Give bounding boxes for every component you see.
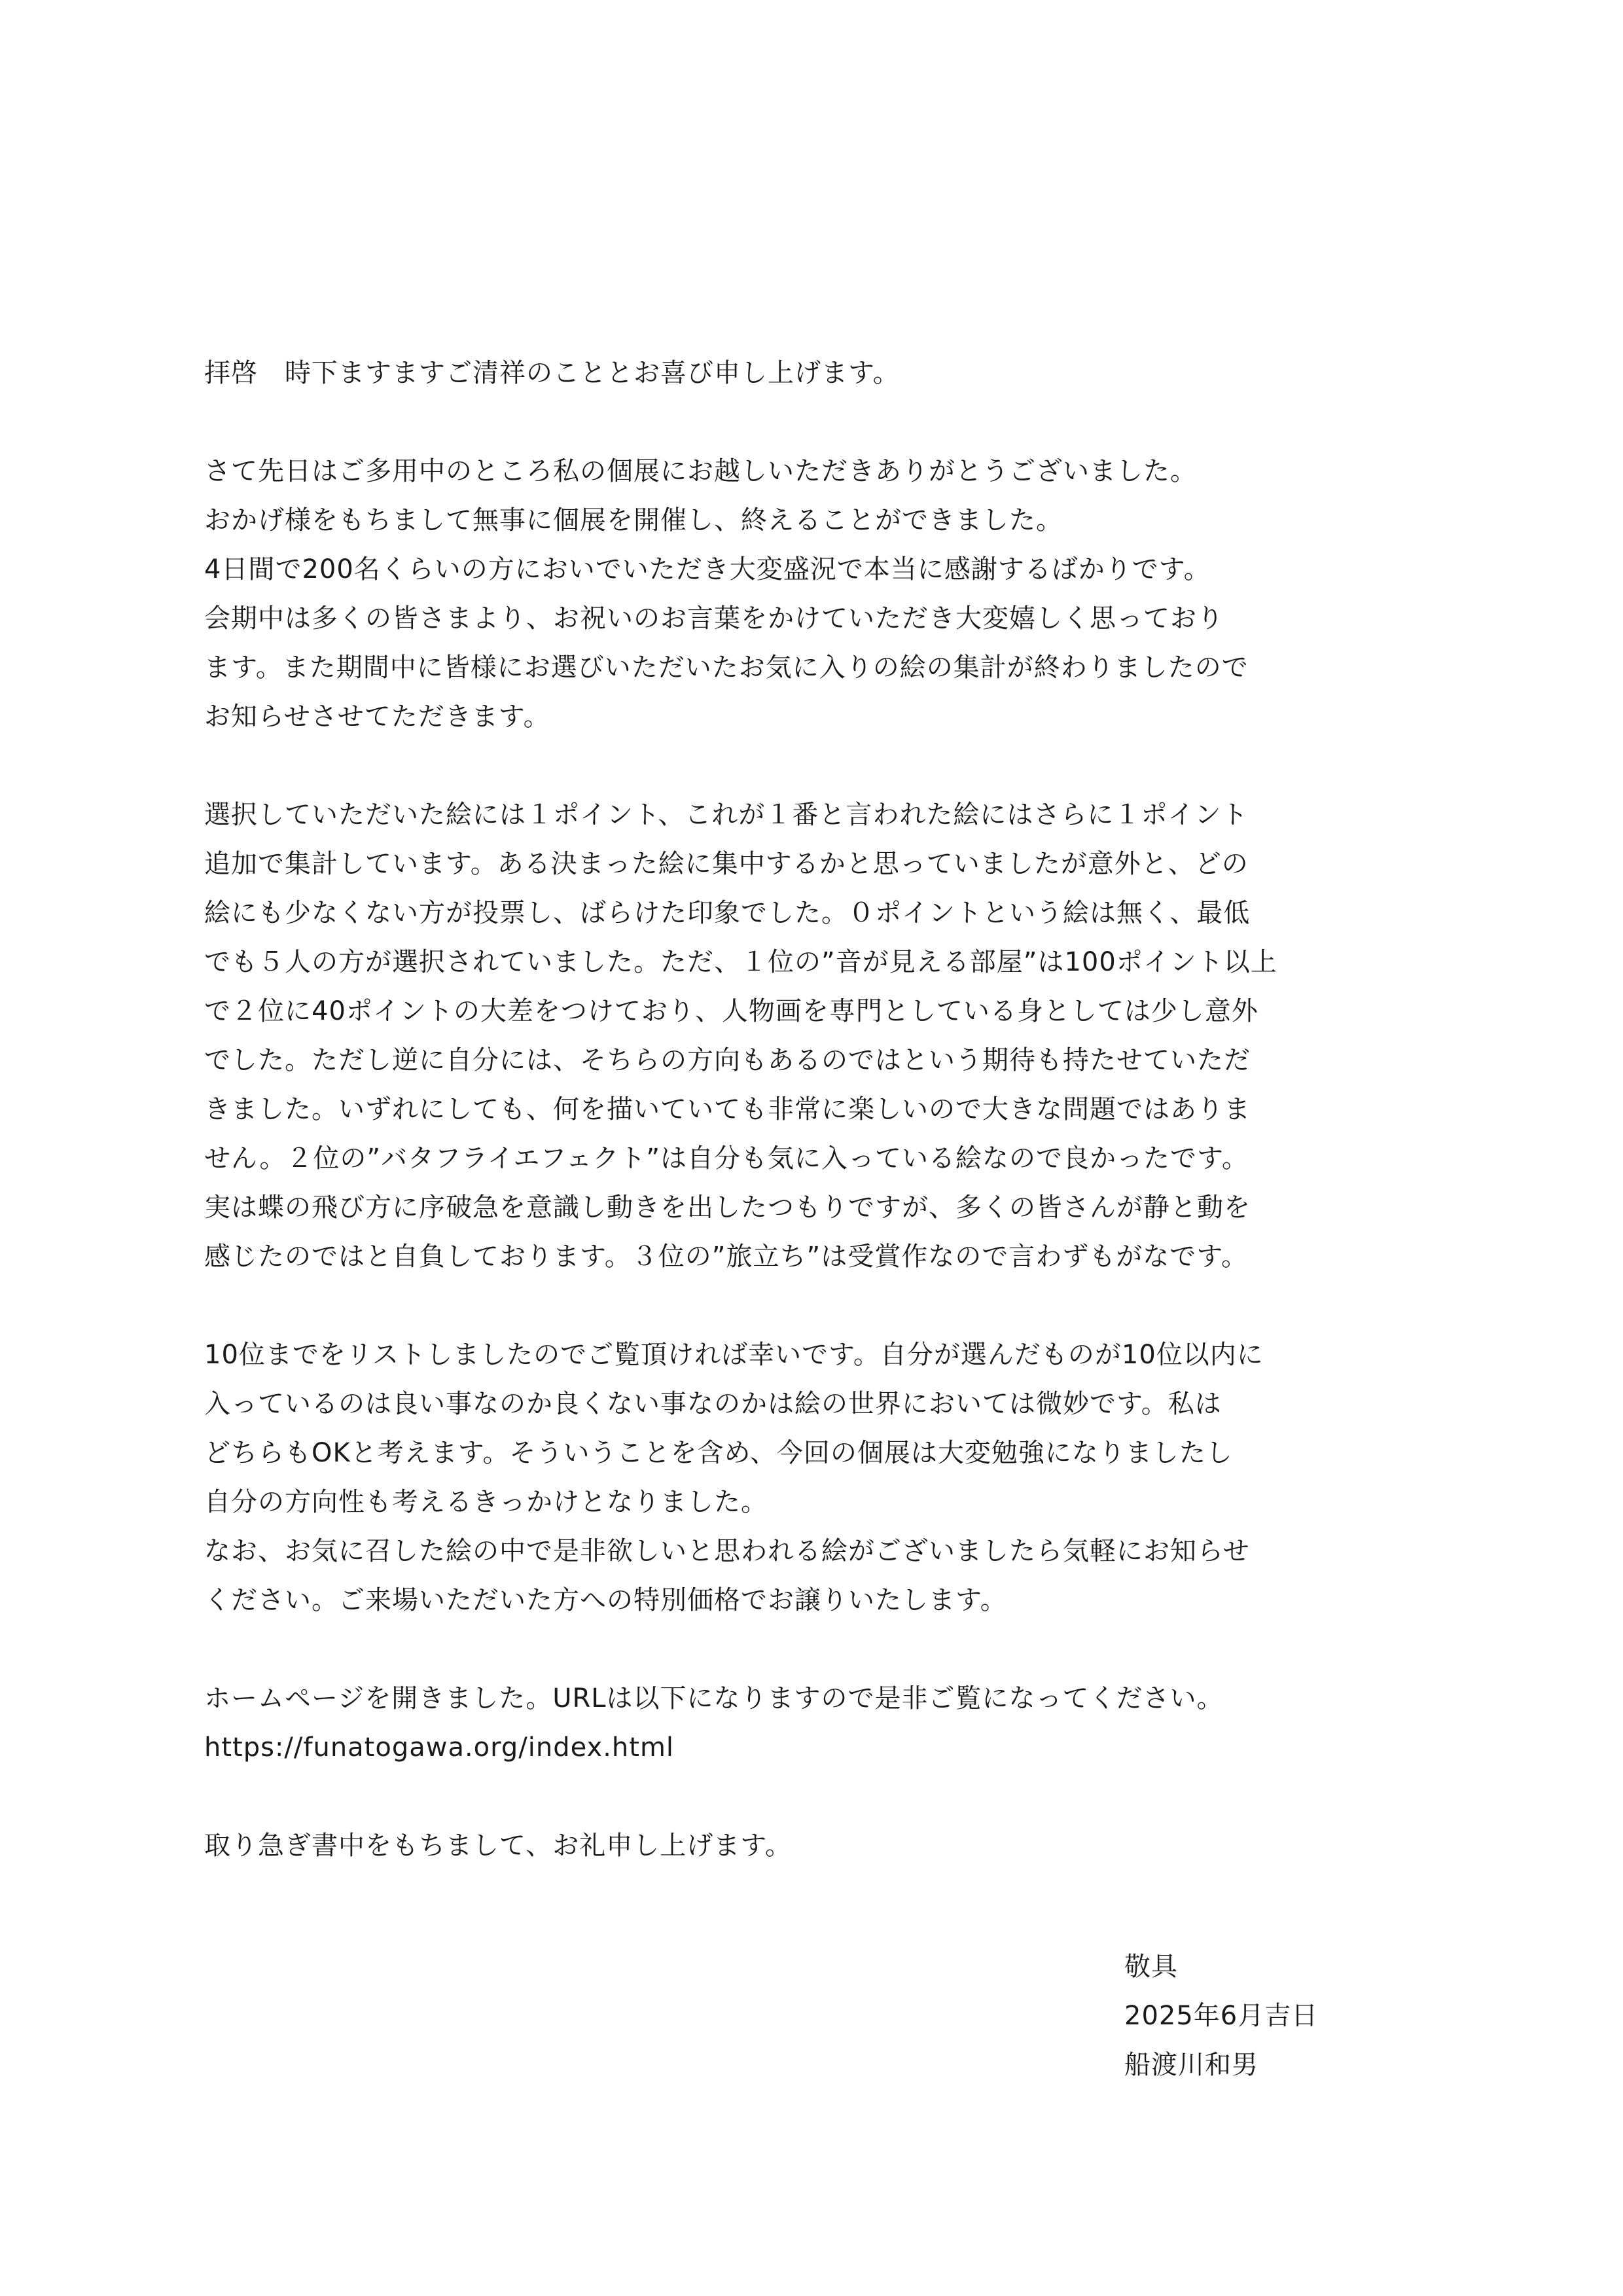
paragraph-ranking	[204, 1331, 1435, 1625]
paragraph-line: 会期中は多くの皆さまより、お祝いのお言葉をかけていただき大変嬉しく思っており	[204, 603, 1224, 634]
paragraph-line: ます。また期間中に皆様にお選びいただいたお気に入りの絵の集計が終わりましたので	[204, 653, 1249, 683]
paragraph-gap	[204, 1772, 1435, 1821]
paragraph-line: きました。いずれにしても、何を描いていても非常に楽しいので大きな問題ではありま	[204, 1094, 1251, 1124]
paragraph-line: ください。ご来場いただいた方への特別価格でお譲りいたします。	[204, 1585, 1007, 1615]
paragraph-line: 入っているのは良い事なのか良くない事なのかは絵の世界においては微妙です。私は	[204, 1389, 1222, 1419]
paragraph-line: なお、お気に召した絵の中で是非欲しいと思われる絵がございましたら気軽にお知らせ	[204, 1536, 1250, 1566]
greeting-line: 拝啓 時下ますますご清祥のこととお喜び申し上げます。	[204, 358, 900, 388]
paragraph-gap	[204, 1625, 1435, 1674]
paragraph-line: 絵にも少なくない方が投票し、ばらけた印象でした。０ポイントという絵は無く、最低	[204, 898, 1251, 928]
paragraph-line: さて先日はご多用中のところ私の個展にお越しいただきありがとうございました。	[204, 456, 1197, 486]
sign-off: 敬具	[1124, 1952, 1178, 1982]
author-name: 船渡川和男	[1124, 2050, 1258, 2080]
paragraph-line: お知らせさせてただきます。	[204, 702, 550, 732]
paragraph-line: 実は蝶の飛び方に序破急を意識し動きを出したつもりですが、多くの皆さんが静と動を	[204, 1193, 1251, 1223]
paragraph-line: 感じたのではと自負しております。３位の”旅立ち”は受賞作なので言わずもがなです。	[204, 1242, 1249, 1272]
paragraph-line: おかげ様をもちまして無事に個展を開催し、終えることができました。	[204, 505, 1063, 535]
paragraph-line: でも５人の方が選択されていました。ただ、１位の”音が見える部屋”は100ポイント以上	[204, 947, 1277, 977]
paragraph-line: 10位までをリストしましたのでご覧頂ければ幸いです。自分が選んだものが10位以内に	[204, 1340, 1264, 1370]
homepage-url: https://funatogawa.org/index.html	[204, 1732, 675, 1763]
paragraph-line: 4日間で200名くらいの方においでいただき大変盛況で本当に感謝するばかりです。	[204, 554, 1211, 584]
paragraph-gap	[204, 742, 1435, 791]
paragraph-line: せん。２位の”バタフライエフェクト”は自分も気に入っている絵なので良かったです。	[204, 1143, 1249, 1174]
closing-sentence: 取り急ぎ書中をもちまして、お礼申し上げます。	[204, 1831, 792, 1861]
paragraph-line: ホームページを開きました。URLは以下になりますので是非ご覧になってください。	[204, 1683, 1224, 1713]
letter-body	[204, 349, 1435, 1871]
paragraph-gap	[204, 1282, 1435, 1331]
paragraph-homepage	[204, 1674, 1435, 1772]
paragraph-results	[204, 791, 1435, 1282]
paragraph-line: どちらもOKと考えます。そういうことを含め、今回の個展は大変勉強になりましたし	[204, 1438, 1233, 1468]
paragraph-thanks	[204, 447, 1435, 742]
paragraph-line: でした。ただし逆に自分には、そちらの方向もあるのではという期待も持たせていただ	[204, 1045, 1251, 1075]
paragraph-line: で２位に40ポイントの大差をつけており、人物画を専門としている身としては少し意外	[204, 996, 1258, 1026]
signature-block	[1124, 1943, 1318, 2090]
paragraph-line: 自分の方向性も考えるきっかけとなりました。	[204, 1487, 768, 1517]
paragraph-line: 選択していただいた絵には１ポイント、これが１番と言われた絵にはさらに１ポイント	[204, 800, 1249, 830]
paragraph-line: 追加で集計しています。ある決まった絵に集中するかと思っていましたが意外と、どの	[204, 849, 1249, 879]
paragraph-gap	[204, 398, 1435, 447]
letter-date: 2025年6月吉日	[1124, 2001, 1319, 2031]
